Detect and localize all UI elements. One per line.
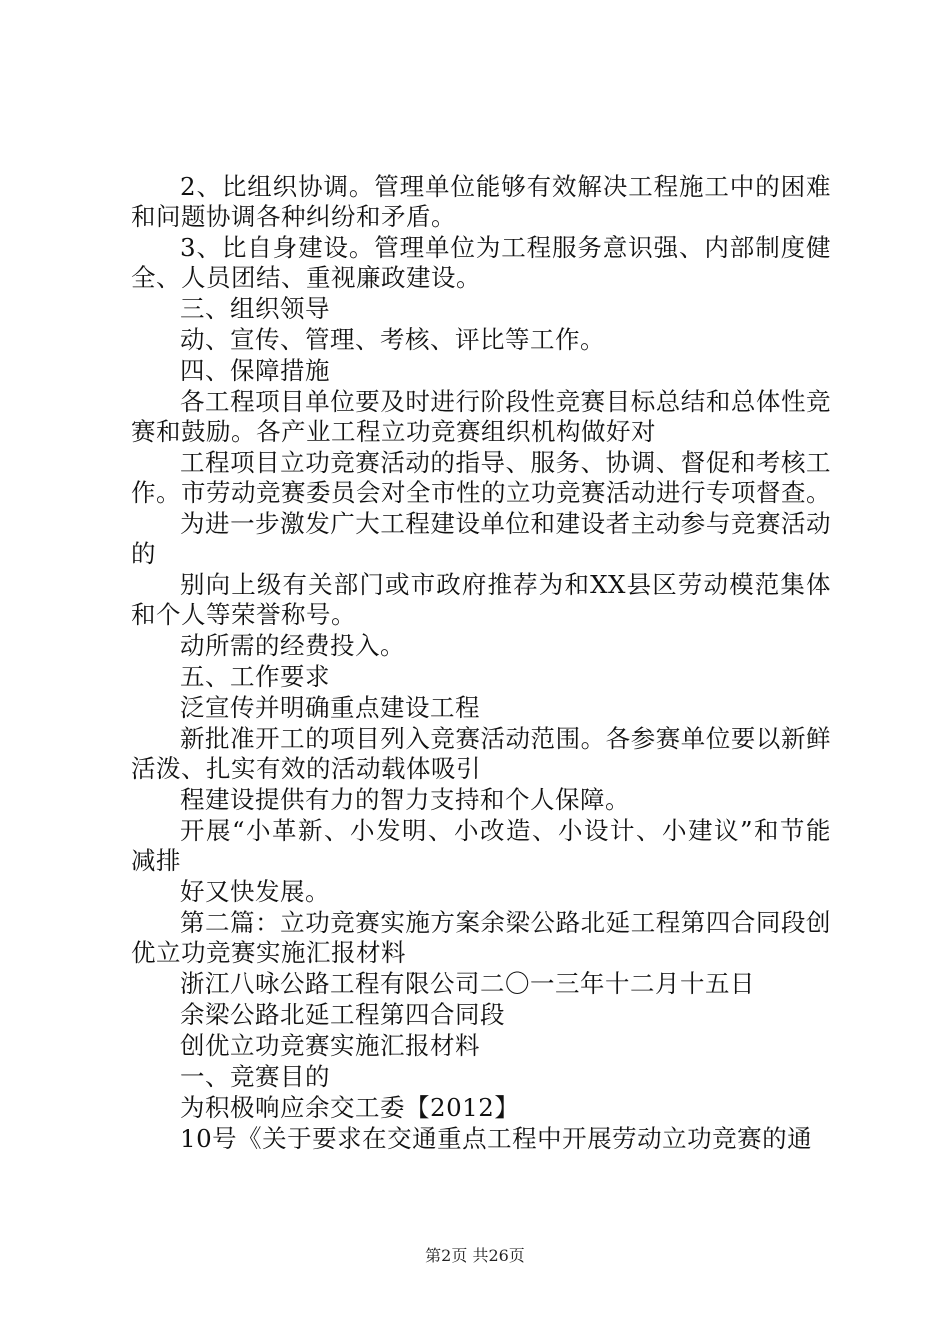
paragraph: 程建设提供有力的智力支持和个人保障。 — [180, 785, 630, 814]
paragraph: 10号《关于要求在交通重点工程中开展劳动立功竞赛的通 — [180, 1124, 813, 1153]
paragraph: 3、比自身建设。管理单位为工程服务意识强、内部制度健全、人员团结、重视廉政建设。 — [131, 233, 831, 292]
paragraph: 创优立功竞赛实施汇报材料 — [180, 1031, 480, 1060]
paragraph: 为积极响应余交工委【2012】 — [180, 1093, 520, 1122]
section-heading: 四、保障措施 — [180, 356, 330, 385]
paragraph: 动所需的经费投入。 — [180, 631, 405, 660]
page-number-footer: 第2页 共26页 — [425, 1246, 525, 1265]
paragraph: 2、比组织协调。管理单位能够有效解决工程施工中的困难和问题协调各种纠纷和矛盾。 — [131, 172, 831, 231]
paragraph: 开展“小革新、小发明、小改造、小设计、小建议”和节能减排 — [131, 816, 831, 875]
section-heading: 五、工作要求 — [180, 662, 330, 691]
document-body — [131, 172, 831, 1155]
section-heading: 一、竞赛目的 — [180, 1062, 330, 1091]
paragraph: 为进一步激发广大工程建设单位和建设者主动参与竞赛活动的 — [131, 509, 831, 568]
paragraph: 各工程项目单位要及时进行阶段性竞赛目标总结和总体性竞赛和鼓励。各产业工程立功竞赛组织机构做好对 — [131, 387, 831, 446]
chapter-title: 第二篇：立功竞赛实施方案余梁公路北延工程第四合同段创优立功竞赛实施汇报材料 — [131, 908, 831, 967]
paragraph: 好又快发展。 — [180, 877, 330, 906]
paragraph: 工程项目立功竞赛活动的指导、服务、协调、督促和考核工作。市劳动竞赛委员会对全市性的立功竞赛活动进行专项督查。 — [131, 448, 831, 507]
paragraph: 余梁公路北延工程第四合同段 — [180, 1000, 505, 1029]
paragraph: 浙江八咏公路工程有限公司二〇一三年十二月十五日 — [180, 969, 755, 998]
section-heading: 三、组织领导 — [180, 294, 330, 323]
paragraph: 动、宣传、管理、考核、评比等工作。 — [180, 325, 605, 354]
paragraph: 新批准开工的项目列入竞赛活动范围。各参赛单位要以新鲜活泼、扎实有效的活动载体吸引 — [131, 724, 831, 783]
paragraph: 泛宣传并明确重点建设工程 — [180, 693, 480, 722]
paragraph: 别向上级有关部门或市政府推荐为和XX县区劳动模范集体和个人等荣誉称号。 — [131, 570, 831, 629]
